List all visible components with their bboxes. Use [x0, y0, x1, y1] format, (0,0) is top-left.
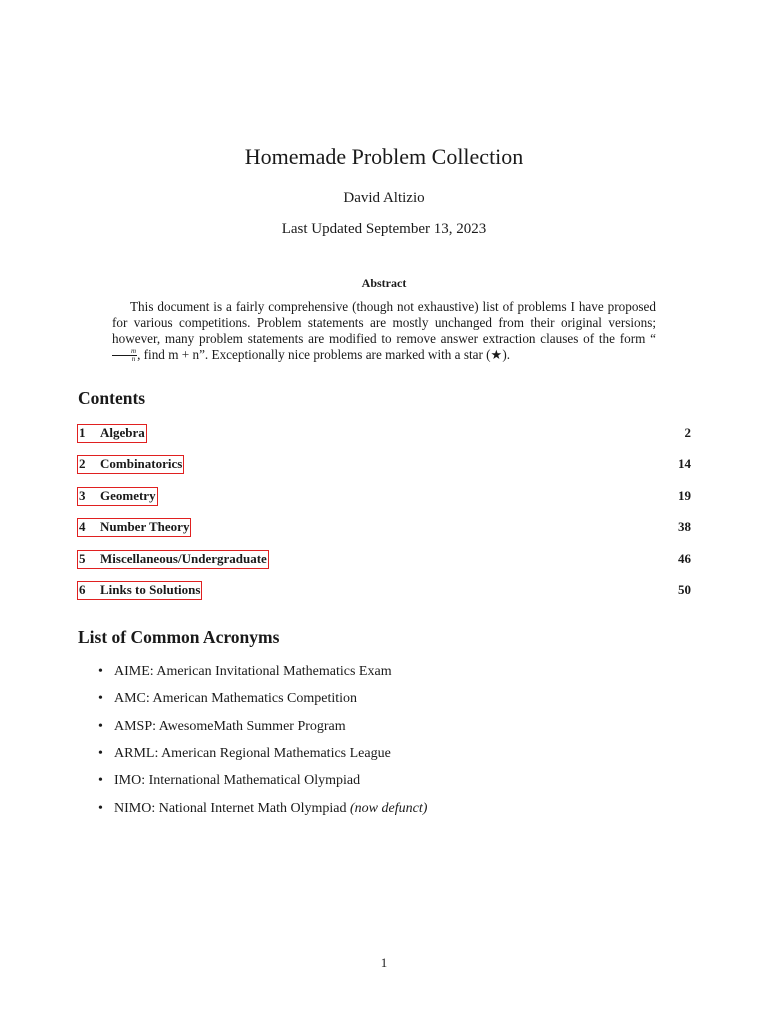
- acronym-text: AIME: American Invitational Mathematics Exam: [114, 664, 392, 679]
- toc-section-number: 4: [79, 519, 86, 534]
- toc-link-links-to-solutions[interactable]: [77, 581, 202, 600]
- abstract-text-part2: , find m + n”. Exceptionally nice problems are marked with a star (★).: [137, 347, 511, 362]
- last-updated-date: Last Updated September 13, 2023: [281, 221, 487, 237]
- toc-section-number: 1: [79, 425, 86, 440]
- toc-section-label: Algebra: [100, 425, 145, 440]
- page-number: 1: [380, 955, 388, 970]
- bullet: •: [98, 746, 103, 761]
- toc-section-number: 2: [79, 456, 86, 471]
- toc-page-number: 19: [678, 488, 691, 503]
- toc-section-number: 5: [79, 551, 86, 566]
- defunct-note: (now defunct): [350, 801, 428, 816]
- toc-section-label: Links to Solutions: [100, 582, 201, 597]
- toc-row: [77, 455, 691, 473]
- fraction-numerator: m: [112, 348, 137, 356]
- bullet: •: [98, 691, 103, 706]
- fraction-denominator: n: [131, 355, 136, 364]
- bullet: •: [98, 773, 103, 788]
- acronym-text: IMO: International Mathematical Olympiad: [114, 773, 361, 788]
- toc-row: [77, 518, 691, 536]
- toc-section-label: Number Theory: [100, 519, 190, 534]
- toc-page-number: 50: [678, 582, 691, 597]
- toc-row: [77, 550, 691, 568]
- toc-section-label: Combinatorics: [100, 456, 183, 471]
- abstract-body: [112, 299, 656, 363]
- author-name: David Altizio: [343, 190, 425, 206]
- acronym-text: NIMO: National Internet Math Olympiad (now defunct): [114, 801, 428, 816]
- acronym-text: AMC: American Mathematics Competition: [114, 691, 358, 706]
- acronyms-heading: List of Common Acronyms: [78, 627, 280, 647]
- toc-page-number: 38: [678, 519, 691, 534]
- toc-link-combinatorics[interactable]: [77, 455, 184, 474]
- bullet: •: [98, 664, 103, 679]
- toc-section-label: Geometry: [100, 488, 156, 503]
- abstract-heading: Abstract: [361, 276, 407, 290]
- toc-row: [77, 424, 691, 442]
- toc-section-number: 3: [79, 488, 86, 503]
- toc-section-label: Miscellaneous/Undergraduate: [100, 551, 267, 566]
- acronym-text: AMSP: AwesomeMath Summer Program: [114, 719, 346, 734]
- toc-page-number: 14: [678, 456, 691, 471]
- fraction-m-over-n: [112, 348, 137, 363]
- toc-link-algebra[interactable]: [77, 424, 147, 443]
- toc-page-number: 46: [678, 551, 691, 566]
- contents-heading: Contents: [78, 388, 146, 408]
- toc-section-number: 6: [79, 582, 86, 597]
- document-title: Homemade Problem Collection: [244, 144, 524, 169]
- bullet: •: [98, 719, 103, 734]
- toc-page-number: 2: [684, 425, 691, 440]
- toc-link-miscellaneous[interactable]: [77, 550, 269, 569]
- toc-row: [77, 581, 691, 599]
- toc-link-number-theory[interactable]: [77, 518, 191, 537]
- abstract-text-part1: This document is a fairly comprehensive (though not exhaustive) list of problems I have proposed for various competitions. Problem statements are mostly unchanged from their original versions; however, many problem statements are modified to remove answer extraction clauses of the form “: [112, 299, 656, 346]
- toc-row: [77, 487, 691, 505]
- toc-link-geometry[interactable]: [77, 487, 158, 506]
- bullet: •: [98, 801, 103, 816]
- acronym-text: ARML: American Regional Mathematics League: [114, 746, 391, 761]
